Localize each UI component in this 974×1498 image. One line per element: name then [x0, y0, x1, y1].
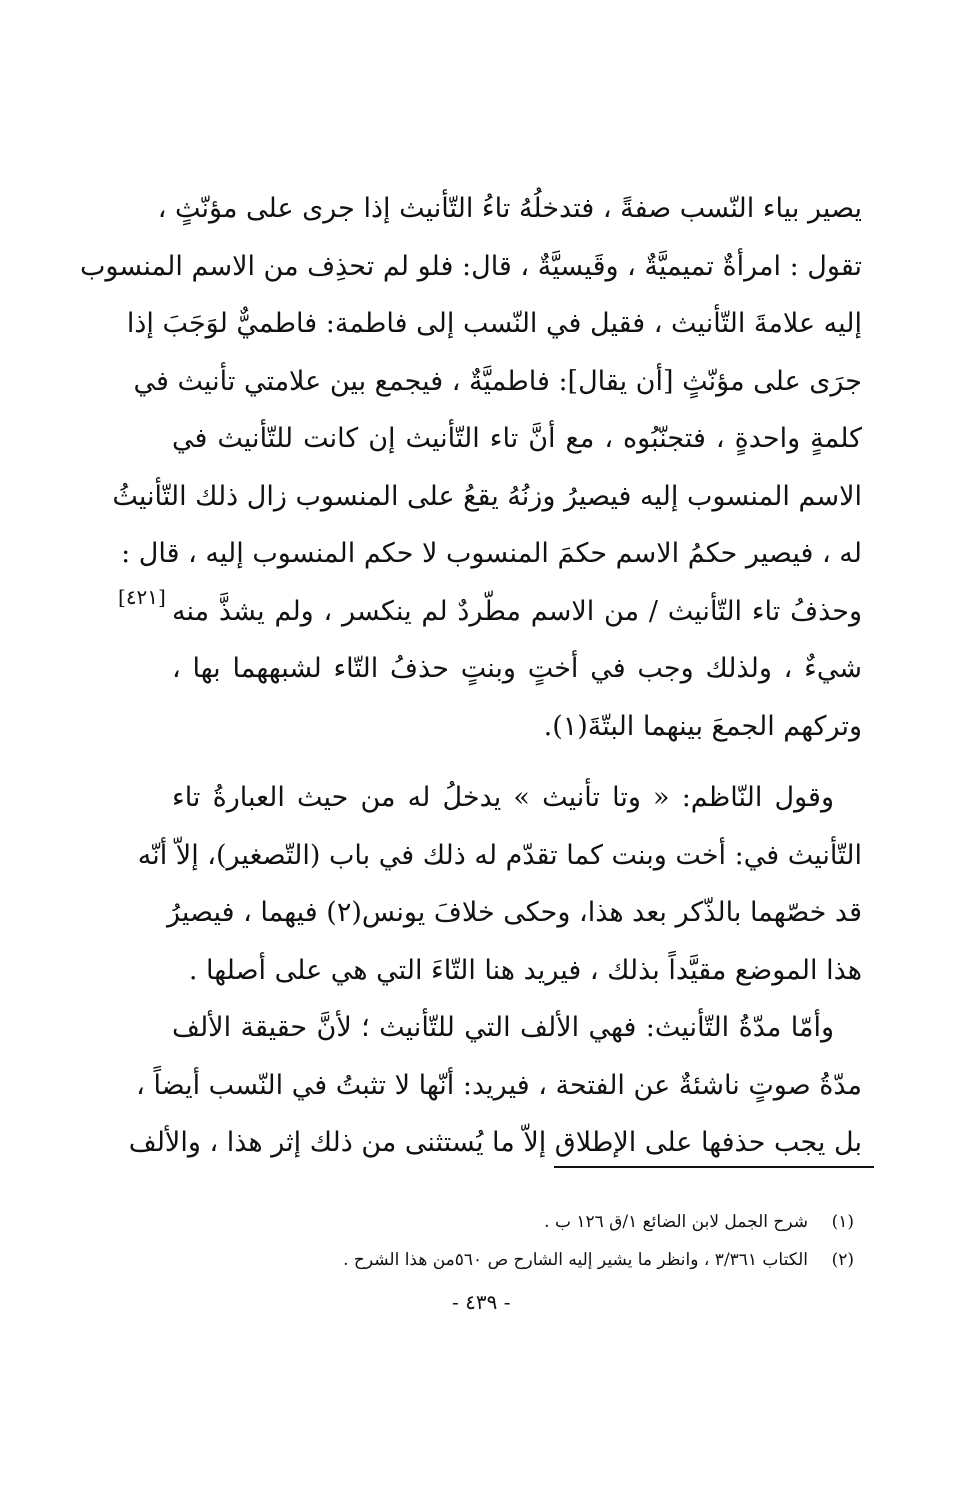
footnote-number: (٢): [831, 1250, 854, 1270]
text-line: بل يجب حذفها على الإطلاق إلاّ ما يُستثنى من ذلك إثر هذا ، والألف: [128, 1127, 862, 1158]
text-line: الاسم المنسوب إليه فيصيرُ وزنُهُ يقعُ على المنسوب زال ذلك التّأنيثُ: [112, 480, 862, 512]
footnote-number: (١): [831, 1212, 854, 1232]
text-line: وأمّا مدّةُ التّأنيث: فهي الألف التي للتّأنيث ؛ لأنَّ حقيقة الألف: [172, 1012, 834, 1043]
text-line: مدّةُ صوتٍ ناشئةٌ عن الفتحة ، فيريد: أنّها لا تثبتُ في النّسب أيضاً ،: [136, 1069, 862, 1101]
footnote-text: شرح الجمل لابن الضائع ١/ق ١٢٦ ب .: [544, 1212, 808, 1232]
footnotes: [134, 1203, 854, 1279]
footnote-item: [134, 1203, 854, 1241]
paragraph-spacer: [172, 755, 862, 769]
text-line: وحذفُ تاء التّأنيث / من الاسم مطّردٌ لم ينكسر ، ولم يشذَّ منه: [172, 595, 862, 627]
text-line: إليه علامةَ التّأنيث ، فقيل في النّسب إلى فاطمة: فاطميٌّ لوَجَبَ إذا: [126, 308, 862, 339]
text-line: التّأنيث في: أخت وبنت كما تقدّم له ذلك في باب (التّصغير)، إلاّ أنّه: [137, 839, 862, 871]
text-line: هذا الموضع مقيَّداً بذلك ، فيريد هنا التّاءَ التي هي على أصلها .: [188, 954, 862, 986]
footnote-item: [134, 1241, 854, 1279]
text-line: تقول : امرأةٌ تميميَّةٌ ، وقَيسيَّةٌ ، قال: فلو لم تحذِف من الاسم المنسوب: [79, 250, 862, 282]
text-line: قد خصّهما بالذّكر بعد هذا، وحكى خلافَ يونس(٢) فيهما ، فيصيرُ: [166, 897, 862, 928]
paragraph-3: [128, 999, 862, 1172]
text-line: يصير بياء النّسب صفةً ، فتدخلُهُ تاءُ التّأنيث إذا جرى على مؤنّثٍ ،: [157, 193, 862, 224]
text-line: شيءٌ ، ولذلك وجب في أختٍ وبنتٍ حذفُ التّاء لشبههما بها ،: [172, 653, 862, 684]
footnote-text: الكتاب ٣/٣٦١ ، وانظر ما يشير إليه الشارح ص ٥٦٠من هذا الشرح .: [343, 1250, 808, 1270]
text-line: له ، فيصير حكمُ الاسم حكمَ المنسوب لا حكم المنسوب إليه ، قال :: [121, 538, 862, 569]
paragraph-2: [137, 769, 862, 999]
footnote-divider: [554, 1166, 874, 1168]
margin-reference: [٤٢١]: [118, 585, 166, 609]
text-line: وقول النّاظم: « وتا تأنيث » يدخلُ له من حيث العبارةُ تاء: [172, 782, 834, 813]
text-line: كلمةٍ واحدةٍ ، فتجنّبُوه ، مع أنَّ تاء التّأنيث إن كانت للتّأنيث في: [172, 423, 862, 454]
page-number: - ٤٣٩ -: [452, 1290, 511, 1314]
text-line: جرَى على مؤنّثٍ [أن يقال]: فاطميَّةٌ ، فيجمع بين علامتي تأنيث في: [133, 365, 862, 397]
text-line: وتركهم الجمعَ بينهما البتّةَ(١).: [543, 710, 862, 742]
